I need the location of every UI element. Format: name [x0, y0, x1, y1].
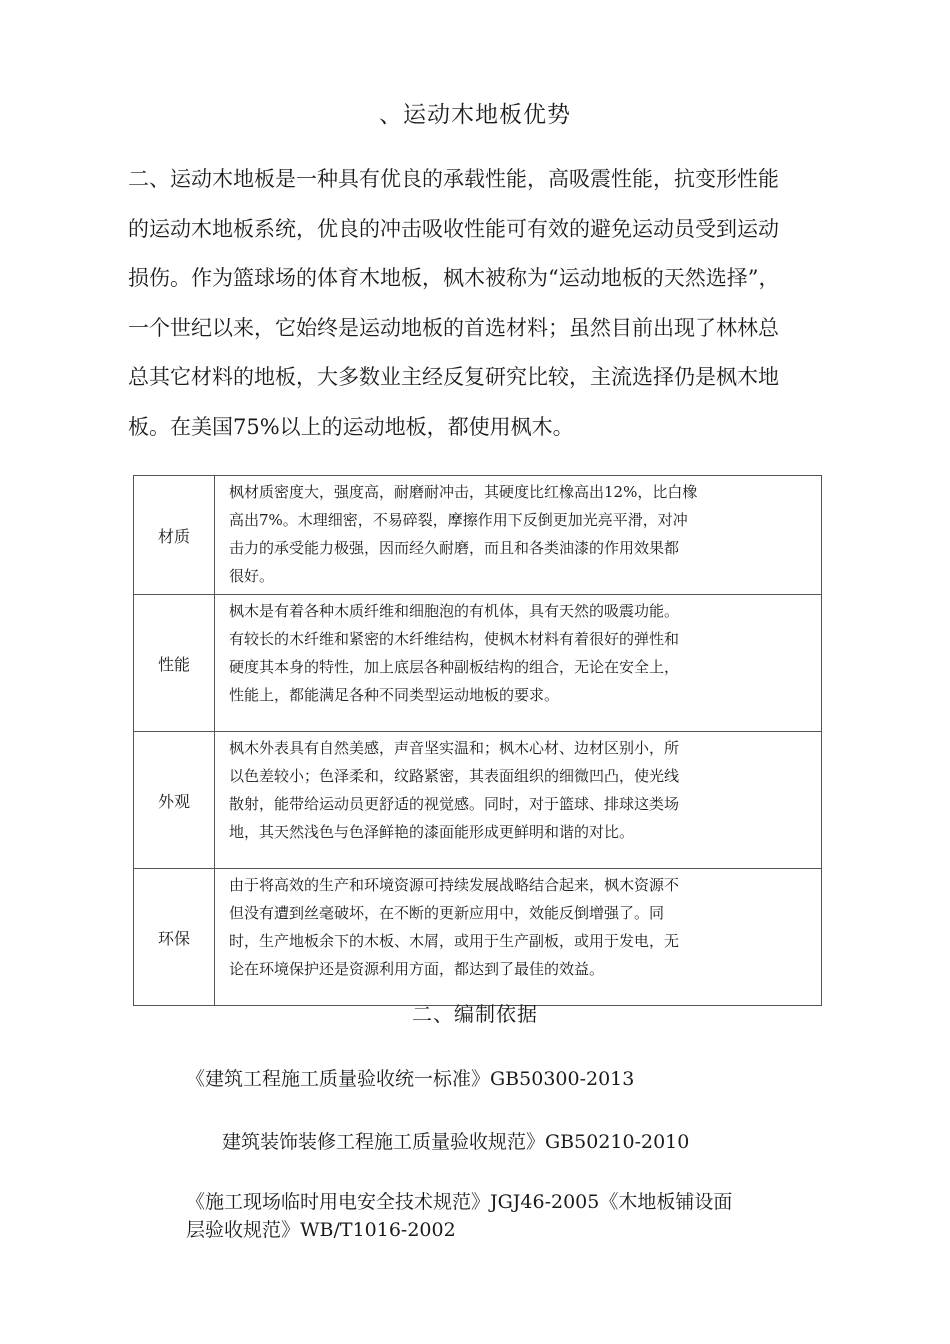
row-content-material: [215, 476, 822, 595]
cell-line: 枫木是有着各种木质纤维和细胞泡的有机体，具有天然的吸震功能。: [229, 602, 680, 620]
row-label-material: 材质: [134, 476, 215, 595]
row-content-performance: [215, 595, 822, 732]
intro-paragraph: [128, 155, 826, 452]
reference-line: 建筑装饰装修工程施工质量验收规范》GB50210-2010: [222, 1131, 690, 1153]
section-2-title: 二、编制依据: [412, 1002, 538, 1026]
row-label-eco: 环保: [134, 869, 215, 1006]
reference-line: 《施工现场临时用电安全技术规范》JGJ46-2005《木地板铺设面: [186, 1191, 733, 1213]
cell-line: 论在环境保护还是资源利用方面，都达到了最佳的效益。: [229, 960, 605, 978]
intro-line: 板。在美国75%以上的运动地板，都使用枫木。: [128, 414, 574, 439]
cell-line: 枫木外表具有自然美感，声音坚实温和；枫木心材、边材区别小，所: [229, 739, 680, 757]
row-content-appearance: [215, 732, 822, 869]
table-row: [134, 476, 822, 595]
reference-line: 层验收规范》WB/T1016-2002: [186, 1219, 456, 1241]
intro-line: 的运动木地板系统，优良的冲击吸收性能可有效的避免运动员受到运动: [128, 216, 779, 241]
reference-line: 《建筑工程施工质量验收统一标准》GB50300-2013: [186, 1068, 635, 1090]
table-row: [134, 869, 822, 1006]
cell-line: 有较长的木纤维和紧密的木纤维结构，使枫木材料有着很好的弹性和: [229, 630, 680, 648]
cell-line: 很好。: [229, 567, 275, 585]
row-label-appearance: 外观: [134, 732, 215, 869]
cell-line: 散射，能带给运动员更舒适的视觉感。同时，对于篮球、排球这类场: [229, 795, 680, 813]
cell-line: 硬度其本身的特性，加上底层各种副板结构的组合，无论在安全上，: [229, 658, 680, 676]
cell-line: 枫材质密度大，强度高，耐磨耐冲击，其硬度比红橡高出12%，比白橡: [229, 483, 698, 501]
reference-item: [222, 1127, 689, 1154]
intro-line: 一个世纪以来，它始终是运动地板的首选材料；虽然目前出现了林林总: [128, 315, 779, 340]
cell-line: 但没有遭到丝毫破坏，在不断的更新应用中，效能反倒增强了。同: [229, 904, 665, 922]
cell-line: 性能上，都能满足各种不同类型运动地板的要求。: [229, 686, 560, 704]
cell-line: 以色差较小；色泽柔和，纹路紧密，其表面组织的细微凹凸，使光线: [229, 767, 680, 785]
maple-properties-table: [133, 475, 822, 1006]
row-content-eco: [215, 869, 822, 1006]
cell-line: 击力的承受能力极强，因而经久耐磨，而且和各类油漆的作用效果都: [229, 539, 680, 557]
cell-line: 由于将高效的生产和环境资源可持续发展战略结合起来，枫木资源不: [229, 876, 680, 894]
intro-line: 二、运动木地板是一种具有优良的承载性能，高吸震性能，抗变形性能: [128, 167, 779, 191]
cell-line: 高出7%。木理细密，不易碎裂，摩擦作用下反倒更加光亮平滑，对冲: [229, 511, 688, 529]
row-label-performance: 性能: [134, 595, 215, 732]
cell-line: 地，其天然浅色与色泽鲜艳的漆面能形成更鲜明和谐的对比。: [229, 823, 635, 841]
intro-line: 损伤。作为篮球场的体育木地板，枫木被称为“运动地板的天然选择”，: [128, 266, 780, 290]
table-row: [134, 732, 822, 869]
reference-item: [186, 1064, 634, 1091]
intro-line: 总其它材料的地板，大多数业主经反复研究比较，主流选择仍是枫木地: [128, 365, 779, 389]
table-row: [134, 595, 822, 732]
reference-item: [186, 1188, 732, 1244]
section-1-title: 、运动木地板优势: [379, 102, 571, 128]
cell-line: 时，生产地板余下的木板、木屑，或用于生产副板，或用于发电，无: [229, 932, 680, 950]
